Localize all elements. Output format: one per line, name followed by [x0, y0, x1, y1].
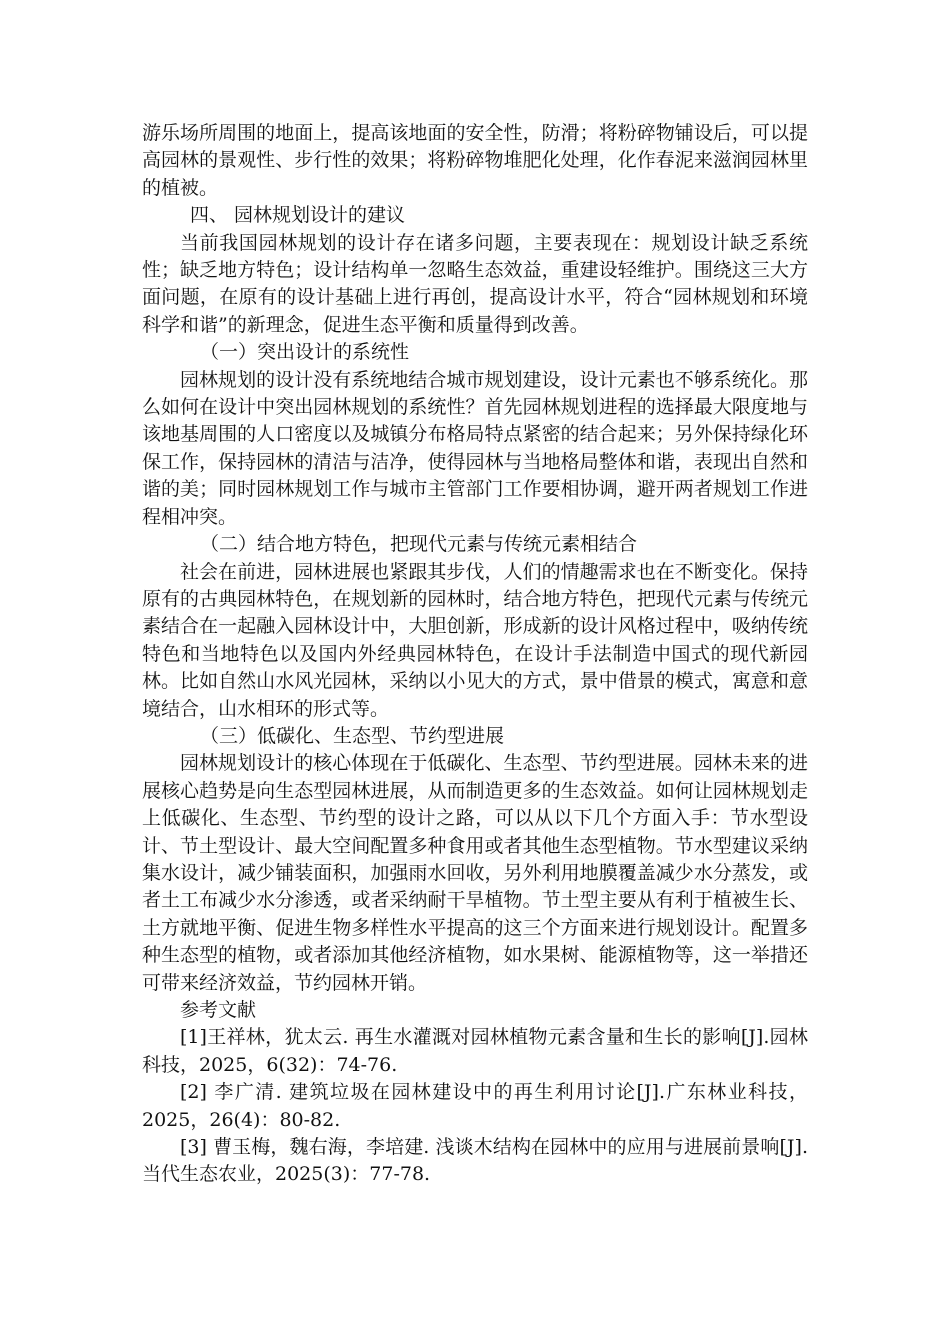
references-heading: 参考文献: [180, 999, 257, 1021]
document-page: [142, 120, 808, 1189]
subheading-2: （二）结合地方特色，把现代元素与传统元素相结合: [200, 533, 638, 556]
paragraph-intro: 当前我国园林规划的设计存在诸多问题，主要表现在：规划设计缺乏系统性；缺乏地方特色；设计结构单一忽略生态效益，重建设轻维护。围绕这三大方面问题，在原有的设计基础上进行再创，提高设计水平，符合“园林规划和环境科学和谐”的新理念，促进生态平衡和质量得到改善。: [142, 231, 808, 336]
reference-item: [1]王祥林，犹太云. 再生水灌溉对园林植物元素含量和生长的影响[J].园林科技，2025，6(32)：74-76.: [142, 1026, 808, 1076]
subheading-1: （一）突出设计的系统性: [200, 341, 410, 364]
paragraph-systematic: 园林规划的设计没有系统地结合城市规划建设，设计元素也不够系统化。那么如何在设计中突出园林规划的系统性？首先园林规划进程的选择最大限度地与该地基周围的人口密度以及城镇分布格局特点紧密的结合起来；另外保持绿化环保工作，保持园林的清洁与洁净，使得园林与当地格局整体和谐，表现出自然和谐的美；同时园林规划工作与城市主管部门工作要相协调，避开两者规划工作进程相冲突。: [142, 368, 808, 528]
paragraph-local-features: 社会在前进，园林进展也紧跟其步伐，人们的情趣需求也在不断变化。保持原有的古典园林特色，在规划新的园林时，结合地方特色，把现代元素与传统元素结合在一起融入园林设计中，大胆创新，形成新的设计风格过程中，吸纳传统特色和当地特色以及国内外经典园林特色，在设计手法制造中国式的现代新园林。比如自然山水风光园林，采纳以小见大的方式，景中借景的模式，寓意和意境结合，山水相环的形式等。: [142, 560, 808, 720]
reference-item: [2] 李广清. 建筑垃圾在园林建设中的再生利用讨论[J].广东林业科技，2025，26(4)：80-82.: [142, 1081, 808, 1131]
paragraph-low-carbon: 园林规划设计的核心体现在于低碳化、生态型、节约型进展。园林未来的进展核心趋势是向生态型园林进展，从而制造更多的生态效益。如何让园林规划走上低碳化、生态型、节约型的设计之路，可以从以下几个方面入手：节水型设计、节土型设计、最大空间配置多种食用或者其他生态型植物。节水型建议采纳集水设计，减少铺装面积，加强雨水回收，另外利用地膜覆盖减少水分蒸发，或者土工布减少水分渗透，或者采纳耐干旱植物。节土型主要从有利于植被生长、土方就地平衡、促进生物多样性水平提高的这三个方面来进行规划设计。配置多种生态型的植物，或者添加其他经济植物，如水果树、能源植物等，这一举措还可带来经济效益，节约园林开销。: [142, 752, 808, 994]
paragraph-continuation: 游乐场所周围的地面上，提高该地面的安全性，防滑；将粉碎物铺设后，可以提高园林的景观性、步行性的效果；将粉碎物堆肥化处理，化作春泥来滋润园林里的植被。: [142, 122, 808, 199]
subheading-3: （三）低碳化、生态型、节约型进展: [200, 724, 505, 747]
section-heading-4: 四、 园林规划设计的建议: [190, 204, 406, 227]
reference-item: [3] 曹玉梅，魏右海，李培建. 浅谈木结构在园林中的应用与进展前景响[J].当代生态农业，2025(3)：77-78.: [142, 1136, 808, 1186]
